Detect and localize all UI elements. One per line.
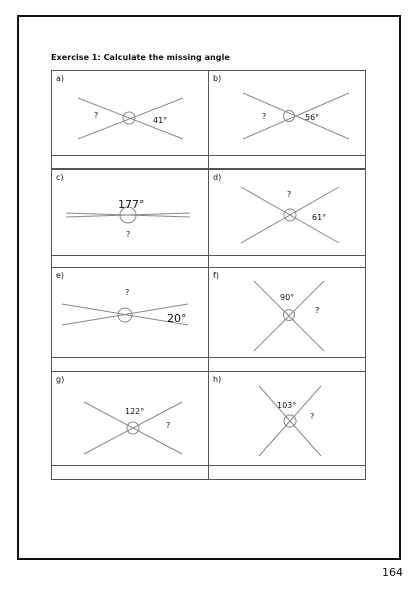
unknown-angle-f: ?	[315, 306, 320, 315]
exercise-cell-a	[51, 70, 209, 156]
known-angle-e: 20°	[167, 312, 187, 325]
exercise-grid	[51, 70, 366, 480]
angle-diagram-f	[209, 268, 367, 359]
answer-box-f[interactable]	[208, 357, 366, 372]
exercise-cell-h	[208, 371, 366, 466]
answer-box-h[interactable]	[208, 465, 366, 480]
exercise-letter-g: g)	[56, 375, 65, 384]
unknown-angle-d: ?	[287, 190, 292, 199]
known-angle-f: 90°	[280, 293, 295, 302]
known-angle-a: 41°	[153, 116, 168, 125]
known-angle-d: 61°	[312, 213, 327, 222]
exercise-letter-d: d)	[213, 173, 222, 182]
exercise-letter-e: e)	[56, 271, 65, 280]
known-angle-h: 103°	[277, 401, 297, 410]
known-angle-g: 122°	[125, 407, 145, 416]
exercise-letter-h: h)	[213, 375, 222, 384]
unknown-angle-g: ?	[166, 421, 171, 430]
unknown-angle-c: ?	[126, 230, 131, 239]
exercise-cell-c	[51, 169, 209, 256]
answer-box-b[interactable]	[208, 155, 366, 169]
unknown-angle-a: ?	[94, 111, 99, 120]
exercise-cell-e	[51, 267, 209, 358]
answer-box-g[interactable]	[51, 465, 209, 480]
exercise-title: Exercise 1: Calculate the missing angle	[51, 53, 230, 62]
exercise-cell-g	[51, 371, 209, 466]
unknown-angle-e: ?	[125, 288, 130, 297]
exercise-cell-f	[208, 267, 366, 358]
unknown-angle-h: ?	[310, 412, 315, 421]
exercise-cell-d	[208, 169, 366, 256]
unknown-angle-b: ?	[262, 112, 267, 121]
angle-diagram-b	[209, 71, 367, 157]
angle-diagram-a	[52, 71, 210, 157]
angle-diagram-d	[209, 170, 367, 257]
exercise-letter-a: a)	[56, 74, 65, 83]
exercise-letter-c: c)	[56, 173, 64, 182]
known-angle-b: 56°	[305, 113, 320, 122]
angle-diagram-g	[52, 372, 210, 467]
exercise-letter-b: b)	[213, 74, 222, 83]
angle-diagram-h	[209, 372, 367, 467]
angle-diagram-c	[52, 170, 210, 257]
known-angle-c: 177°	[118, 198, 145, 211]
page-number: 164	[382, 566, 403, 579]
exercise-letter-f: f)	[213, 271, 219, 280]
answer-box-e[interactable]	[51, 357, 209, 372]
exercise-cell-b	[208, 70, 366, 156]
answer-box-a[interactable]	[51, 155, 209, 169]
